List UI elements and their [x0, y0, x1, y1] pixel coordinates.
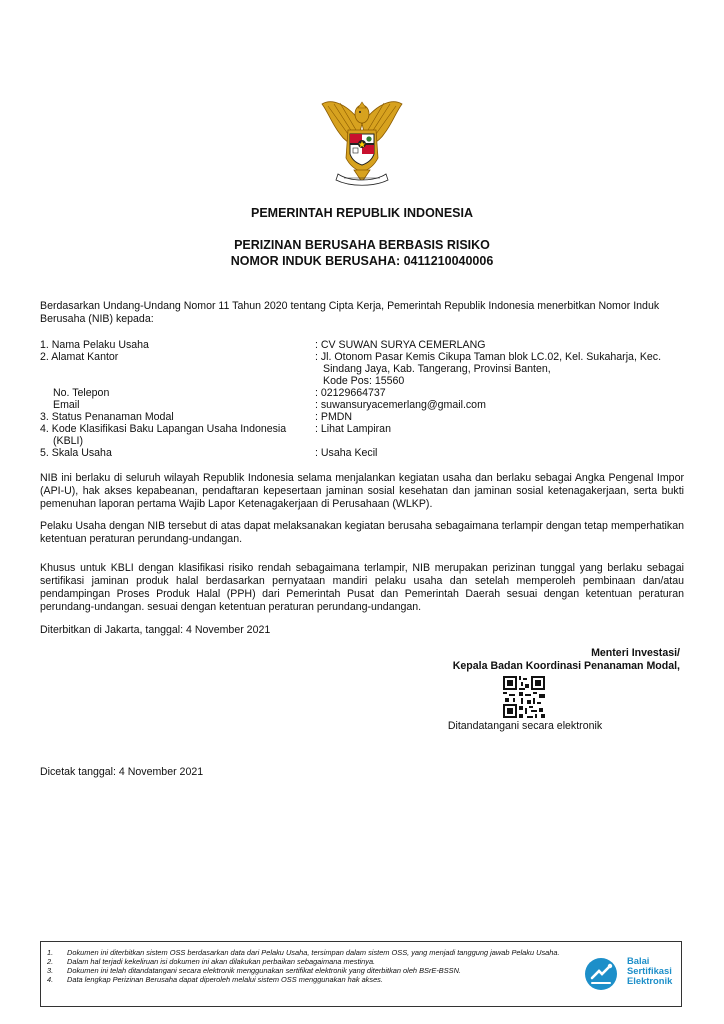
- printed-date: Dicetak tanggal: 4 November 2021: [40, 766, 204, 778]
- field-row-address: [40, 351, 690, 387]
- bsre-logo-text: [627, 956, 672, 986]
- phone-value: : 02129664737: [315, 387, 386, 399]
- field-row-name: [40, 339, 690, 351]
- investment-value: : PMDN: [315, 411, 353, 423]
- bsre-line-2: Sertifikasi: [627, 965, 672, 976]
- footer-note-item: [47, 966, 585, 975]
- phone-label: No. Telepon: [53, 387, 110, 399]
- address-label: 2. Alamat Kantor: [40, 351, 119, 363]
- name-label: 1. Nama Pelaku Usaha: [40, 339, 149, 351]
- address-value: [315, 351, 690, 387]
- bsre-line-1: Balai: [627, 955, 650, 966]
- footer-note-number: 3.: [47, 966, 54, 975]
- kbli-label: [40, 423, 315, 447]
- halal-paragraph: Khusus untuk KBLI dengan klasifikasi risiko rendah sebagaimana terlampir, NIB merupakan perizinan tunggal yang berlaku sebagai sertifikasi jaminan produk halal berdasarkan pernyataan mandiri pelaku usaha dan setelah memperoleh pembinaan dan/atau pendampingan Proses Produk Halal (PPH) dari Pemerintah Pusat dan Pemerintah Daerah sesuai dengan ketentuan peraturan perundang-undangan. sesuai dengan ketentuan peraturan perundang-undangan.: [40, 562, 684, 613]
- footer-note-text: Dokumen ini diterbitkan sistem OSS berdasarkan data dari Pelaku Usaha, tersimpan dalam sistem OSS, yang menjadi tanggung jawab Pelaku Usaha.: [67, 948, 560, 957]
- email-value: : suwansuryacemerlang@gmail.com: [315, 399, 486, 411]
- bsre-logo: [583, 956, 679, 992]
- address-line-1: : Jl. Otonom Pasar Kemis Cikupa Taman blok LC.02, Kel. Sukaharja, Kec.: [315, 351, 662, 363]
- validity-paragraph: NIB ini berlaku di seluruh wilayah Republik Indonesia selama menjalankan kegiatan usaha dan berlaku sebagai Angka Pengenal Impor (API-U), hak akses kepabeanan, pendaftaran kepesertaan jaminan sosial kesehatan dan jaminan sosial ketenagakerjaan, serta bukti pemenuhan laporan pertama Wajib Lapor Ketenagakerjaan di Perusahaan (WLKP).: [40, 472, 684, 510]
- footer-note-text: Data lengkap Perizinan Berusaha dapat diperoleh melalui sistem OSS menggunakan hak akses.: [67, 975, 383, 984]
- footer-note-number: 1.: [47, 948, 54, 957]
- field-row-email: [40, 399, 690, 411]
- scale-label: 5. Skala Usaha: [40, 447, 112, 459]
- document-title: PERIZINAN BERUSAHA BERBASIS RISIKO: [234, 238, 490, 252]
- address-line-3: Kode Pos: 15560: [323, 375, 405, 387]
- field-row-kbli: [40, 423, 690, 447]
- issued-date: Diterbitkan di Jakarta, tanggal: 4 November 2021: [40, 624, 271, 636]
- footer-notes-list: [47, 948, 585, 984]
- footer-note-item: [47, 975, 585, 984]
- footer-note-item: [47, 957, 585, 966]
- nib-number: NOMOR INDUK BERUSAHA: 0411210040006: [230, 254, 494, 268]
- government-heading: PEMERINTAH REPUBLIK INDONESIA: [250, 206, 473, 220]
- bsre-line-3: Elektronik: [627, 975, 673, 986]
- footer-note-number: 2.: [47, 957, 54, 966]
- electronic-signature-note: Ditandatangani secara elektronik: [447, 720, 603, 732]
- document-title-block: [40, 237, 684, 269]
- permission-paragraph: Pelaku Usaha dengan NIB tersebut di atas dapat melaksanakan kegiatan berusaha sebagaimana terlampir dengan tetap memperhatikan ketentuan peraturan perundang-undangan.: [40, 520, 684, 545]
- signatory-block: [380, 647, 680, 673]
- kbli-value: : Lihat Lampiran: [315, 423, 391, 435]
- footer-note-number: 4.: [47, 975, 54, 984]
- footer-note-item: [47, 948, 585, 957]
- investment-label: 3. Status Penanaman Modal: [40, 411, 174, 423]
- kbli-label-line-2: (KBLI): [53, 435, 84, 447]
- field-row-investment: [40, 411, 690, 423]
- address-line-2: Sindang Jaya, Kab. Tangerang, Provinsi Banten,: [323, 363, 551, 375]
- signatory-title-2: Kepala Badan Koordinasi Penanaman Modal,: [452, 660, 680, 672]
- garuda-pancasila-icon: [318, 94, 406, 188]
- intro-paragraph: Berdasarkan Undang-Undang Nomor 11 Tahun 2020 tentang Cipta Kerja, Pemerintah Republik Indonesia menerbitkan Nomor Induk Berusaha (NIB) kepada:: [40, 300, 660, 325]
- footer-note-text: Dalam hal terjadi kekeliruan isi dokumen ini akan dilakukan perbaikan sebagaimana mestinya.: [67, 957, 376, 966]
- scale-value: : Usaha Kecil: [315, 447, 378, 459]
- kbli-label-line-1: 4. Kode Klasifikasi Baku Lapangan Usaha Indonesia: [40, 423, 287, 435]
- bsre-logo-icon: [583, 956, 621, 992]
- qr-code-icon: [503, 676, 545, 718]
- business-fields: [40, 339, 690, 459]
- footer-notes-box: [40, 941, 682, 1007]
- footer-note-text: Dokumen ini telah ditandatangani secara elektronik menggunakan sertifikat elektronik yang diterbitkan oleh BSrE-BSSN.: [67, 966, 461, 975]
- field-row-scale: [40, 447, 690, 459]
- name-value: : CV SUWAN SURYA CEMERLANG: [315, 339, 486, 351]
- signatory-title-1: Menteri Investasi/: [591, 647, 680, 659]
- email-label: Email: [53, 399, 80, 411]
- field-row-phone: [40, 387, 690, 399]
